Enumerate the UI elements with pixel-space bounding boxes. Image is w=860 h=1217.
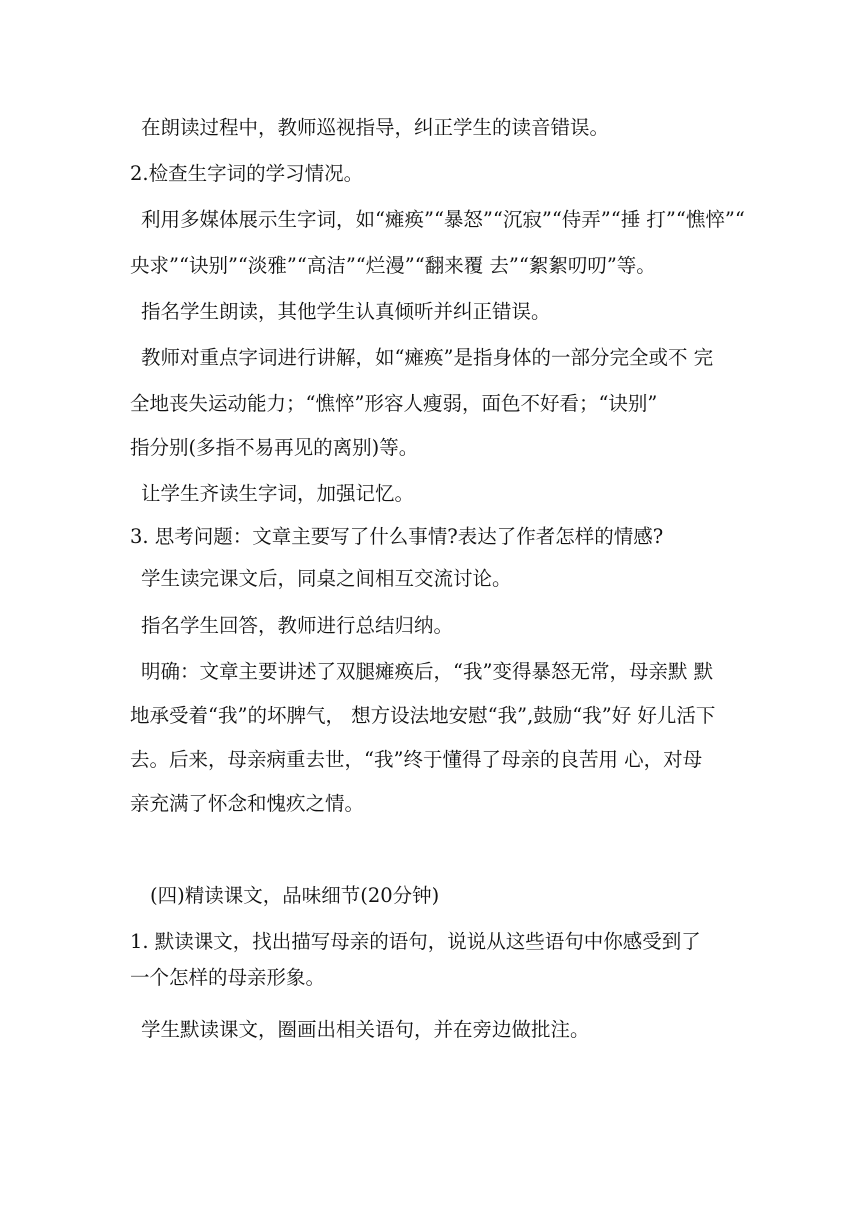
text-line: 指名学生回答，教师进行总结归纳。 — [141, 614, 454, 637]
section-heading: 1. 默读课文，找出描写母亲的语句，说说从这些语句中你感受到了 — [130, 930, 701, 953]
text-line: 去。后来，母亲病重去世，“我”终于懂得了母亲的良苦用 心，对母 — [130, 748, 703, 771]
text-line: 教师对重点字词进行讲解，如“瘫痪”是指身体的一部分完全或不 完 — [141, 346, 714, 369]
text-line: 地承受着“我”的坏脾气， 想方设法地安慰“我”,鼓励“我”好 好儿活下 — [130, 704, 716, 727]
text-line: 利用多媒体展示生字词，如“瘫痪”“暴怒”“沉寂”“侍弄”“捶 打”“憔悴”“ — [141, 208, 745, 231]
text-line: 亲充满了怀念和愧疚之情。 — [130, 792, 365, 815]
text-line: 指分别(多指不易再见的离别)等。 — [130, 436, 419, 459]
section-heading: 2.检查生字词的学习情况。 — [130, 162, 364, 185]
text-line: 让学生齐读生字词，加强记忆。 — [141, 482, 415, 505]
text-line: 学生默读课文，圈画出相关语句，并在旁边做批注。 — [141, 1018, 590, 1041]
text-line: 一个怎样的母亲形象。 — [130, 966, 326, 989]
text-line: 央求”“诀别”“淡雅”“高洁”“烂漫”“翻来覆 去”“絮絮叨叨”等。 — [130, 254, 656, 277]
text-line: 指名学生朗读，其他学生认真倾听并纠正错误。 — [141, 300, 551, 323]
section-heading: 3. 思考问题：文章主要写了什么事情?表达了作者怎样的情感? — [130, 525, 664, 548]
section-heading: (四)精读课文，品味细节(20分钟) — [150, 884, 440, 907]
text-line: 明确：文章主要讲述了双腿瘫痪后，“我”变得暴怒无常，母亲默 默 — [141, 660, 714, 683]
text-line: 在朗读过程中，教师巡视指导，纠正学生的读音错误。 — [141, 116, 610, 139]
text-line: 全地丧失运动能力；“憔悴”形容人瘦弱，面色不好看；“诀别” — [130, 392, 658, 415]
text-line: 学生读完课文后，同桌之间相互交流讨论。 — [141, 567, 512, 590]
